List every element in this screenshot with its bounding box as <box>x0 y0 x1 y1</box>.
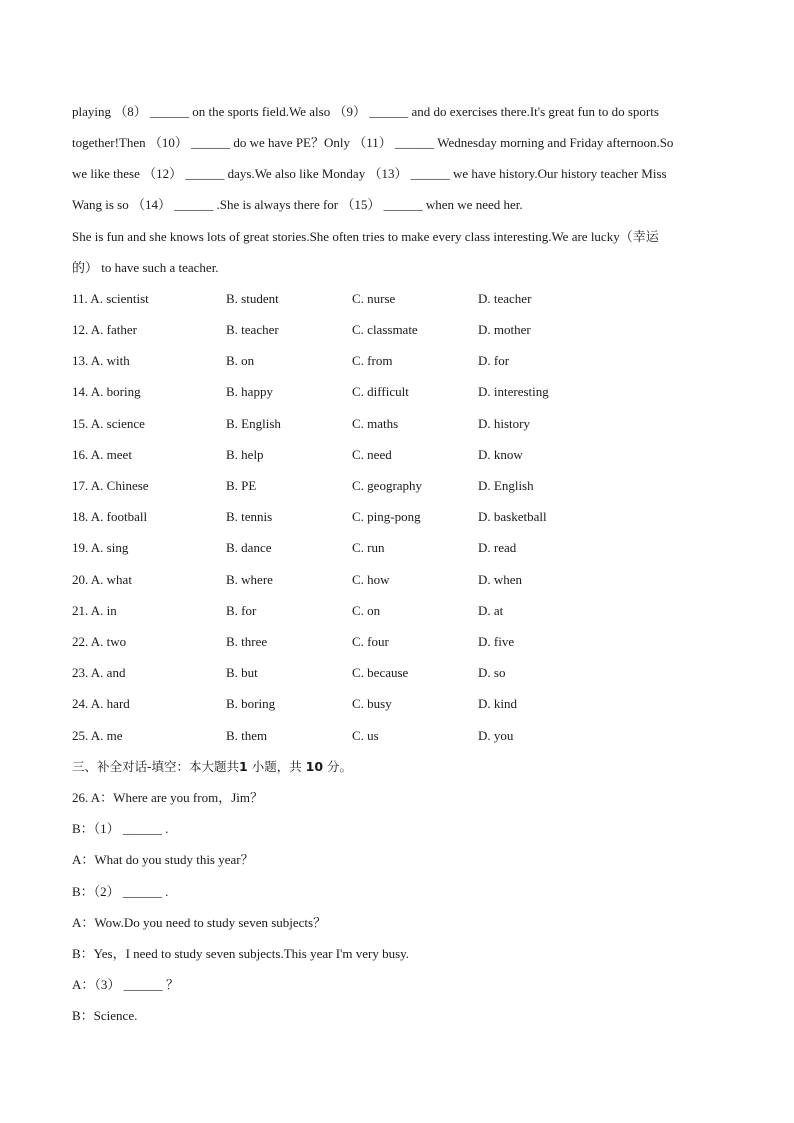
option-a: 13. A. with <box>72 353 130 368</box>
option-c: C. busy <box>352 696 392 711</box>
option-b: B. teacher <box>226 322 279 337</box>
option-a: 25. A. me <box>72 728 123 743</box>
option-a: 12. A. father <box>72 322 137 337</box>
passage-line: She is fun and she knows lots of great stories.She often tries to make every class interesting.We are lucky（幸运 <box>72 229 659 244</box>
dialogue-line: A：What do you study this year？ <box>72 852 254 867</box>
option-c: C. on <box>352 603 381 618</box>
option-b: B. on <box>226 353 255 368</box>
option-d: D. teacher <box>478 291 532 306</box>
option-b: B. happy <box>226 384 273 399</box>
option-a: 15. A. science <box>72 416 145 431</box>
passage-line: playing （8） ______ on the sports field.We also （9） ______ and do exercises there.It's great fun to do sports <box>72 104 659 119</box>
option-b: B. boring <box>226 696 276 711</box>
option-d: D. mother <box>478 322 531 337</box>
option-a: 17. A. Chinese <box>72 478 149 493</box>
option-a: 22. A. two <box>72 634 127 649</box>
option-c: C. four <box>352 634 389 649</box>
option-d: D. know <box>478 447 523 462</box>
option-a: 21. A. in <box>72 603 117 618</box>
dialogue-line: A：Wow.Do you need to study seven subjects？ <box>72 915 327 930</box>
passage-line: together!Then （10） ______ do we have PE？Only （11） ______ Wednesday morning and Friday afternoon.So <box>72 135 674 150</box>
option-b: B. three <box>226 634 268 649</box>
option-c: C. ping-pong <box>352 509 421 524</box>
option-c: C. difficult <box>352 384 409 399</box>
section-prefix: 三、补全对话-填空：本大题共 <box>72 759 240 774</box>
option-c: C. nurse <box>352 291 396 306</box>
option-b: B. where <box>226 572 273 587</box>
option-d: D. kind <box>478 696 517 711</box>
section-mid: 小题，共 <box>247 759 306 774</box>
option-d: D. history <box>478 416 530 431</box>
option-d: D. when <box>478 572 523 587</box>
option-d: D. at <box>478 603 504 618</box>
section-suffix: 分。 <box>323 759 353 774</box>
option-b: B. student <box>226 291 279 306</box>
option-c: C. us <box>352 728 379 743</box>
option-b: B. English <box>226 416 281 431</box>
option-a: 19. A. sing <box>72 540 129 555</box>
option-a: 16. A. meet <box>72 447 132 462</box>
option-d: D. English <box>478 478 534 493</box>
dialogue-line: A：（3） ______ ？ <box>72 977 179 992</box>
option-b: B. PE <box>226 478 257 493</box>
option-c: C. maths <box>352 416 399 431</box>
option-d: D. read <box>478 540 517 555</box>
option-a: 18. A. football <box>72 509 148 524</box>
option-c: C. from <box>352 353 393 368</box>
option-b: B. but <box>226 665 258 680</box>
dialogue-line: B：Science. <box>72 1008 138 1023</box>
passage-line: 的） to have such a teacher. <box>72 260 219 275</box>
option-a: 11. A. scientist <box>72 291 149 306</box>
option-d: D. basketball <box>478 509 547 524</box>
option-d: D. so <box>478 665 506 680</box>
option-c: C. need <box>352 447 392 462</box>
option-b: B. them <box>226 728 268 743</box>
option-a: 20. A. what <box>72 572 132 587</box>
option-b: B. for <box>226 603 257 618</box>
option-d: D. you <box>478 728 514 743</box>
option-b: B. dance <box>226 540 272 555</box>
option-b: B. tennis <box>226 509 273 524</box>
dialogue-line: B：Yes，I need to study seven subjects.This year I'm very busy. <box>72 946 410 961</box>
section-question-count: 1 <box>239 759 248 774</box>
option-d: D. five <box>478 634 515 649</box>
option-c: C. how <box>352 572 390 587</box>
option-c: C. because <box>352 665 409 680</box>
option-c: C. classmate <box>352 322 418 337</box>
option-a: 23. A. and <box>72 665 126 680</box>
section-score: 10 <box>305 759 324 774</box>
passage-line: Wang is so （14） ______ .She is always there for （15） ______ when we need her. <box>72 197 523 212</box>
option-d: D. interesting <box>478 384 549 399</box>
option-c: C. run <box>352 540 385 555</box>
option-b: B. help <box>226 447 264 462</box>
dialogue-line: B：（2） ______ . <box>72 884 169 899</box>
option-a: 14. A. boring <box>72 384 141 399</box>
option-c: C. geography <box>352 478 423 493</box>
passage-line: we like these （12） ______ days.We also like Monday （13） ______ we have history.Our history teacher Miss <box>72 166 667 181</box>
option-a: 24. A. hard <box>72 696 130 711</box>
dialogue-line: B：（1） ______ . <box>72 821 169 836</box>
dialogue-line: 26. A：Where are you from，Jim？ <box>72 790 263 805</box>
option-d: D. for <box>478 353 510 368</box>
section-heading <box>72 757 352 777</box>
